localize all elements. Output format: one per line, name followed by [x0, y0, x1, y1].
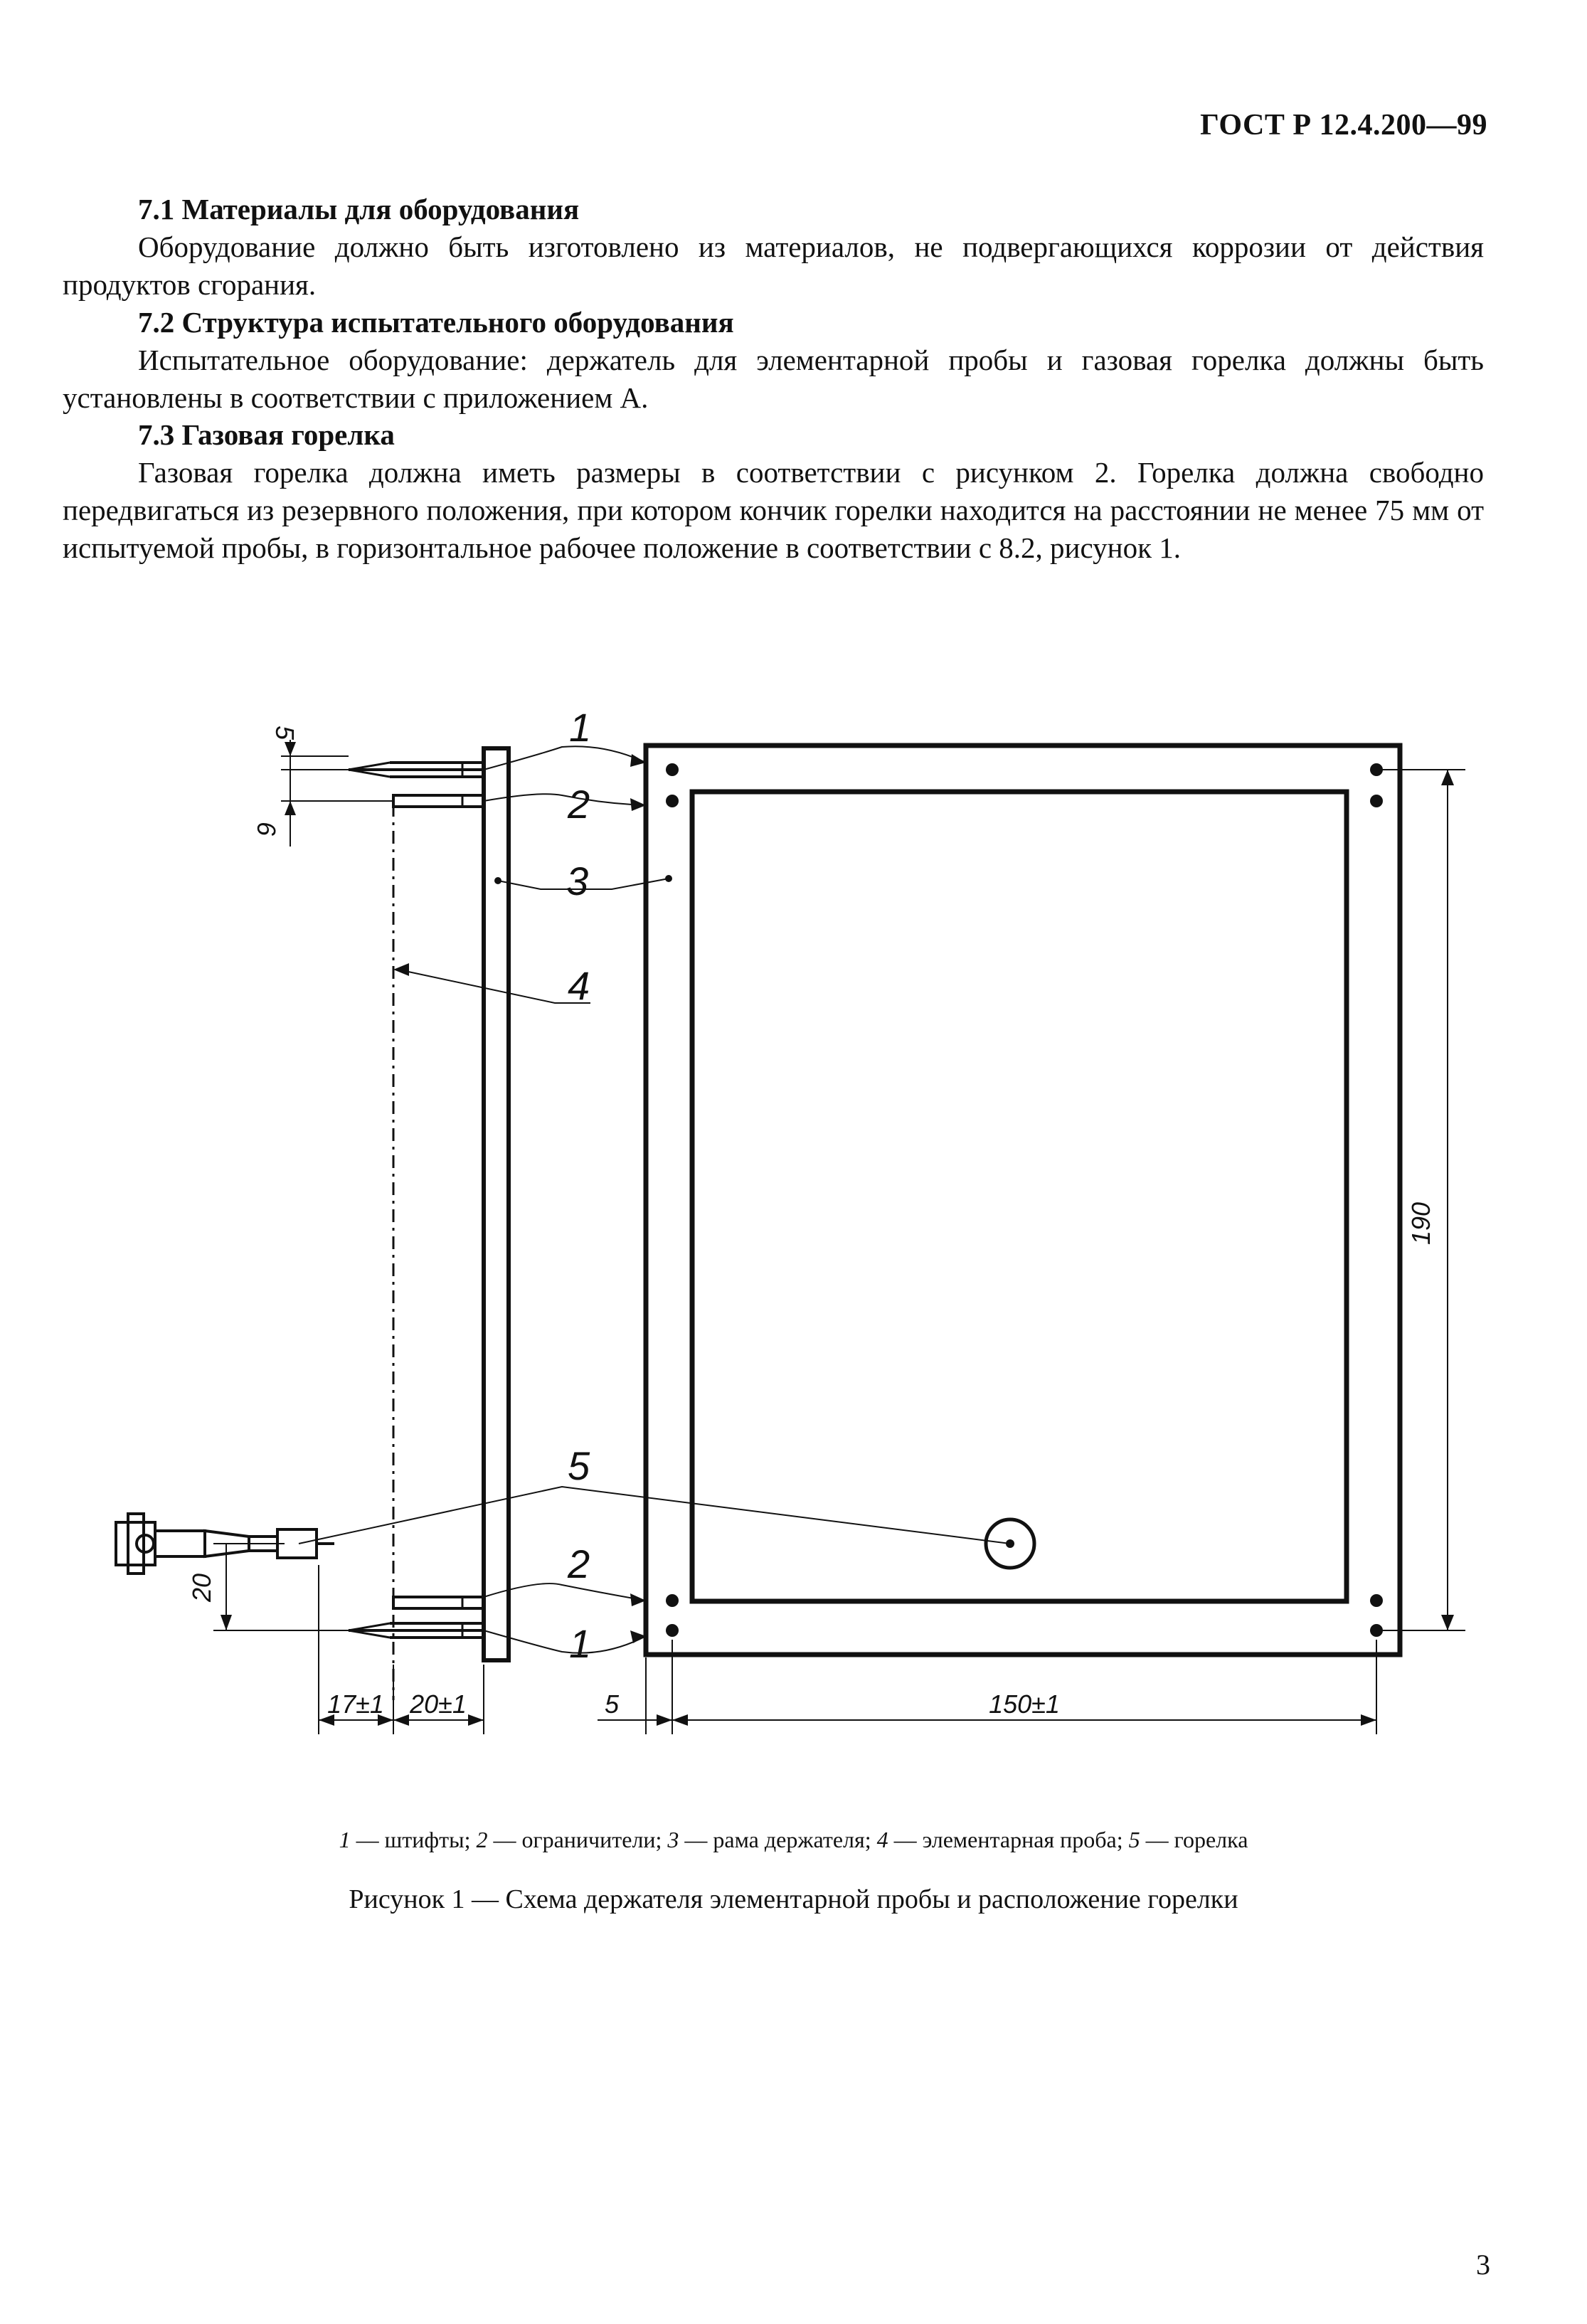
section-body: Испытательное оборудование: держатель для элементарной пробы и газовая горелка должны быть установлены в соответствии с приложением А.: [63, 344, 1484, 414]
legend-num: 4: [876, 1827, 888, 1852]
dim-top-offset: 5: [270, 726, 299, 741]
figure-1-drawing: [0, 683, 1587, 1736]
legend-text: — элементарная проба;: [888, 1827, 1129, 1852]
section-7-3: [63, 416, 1484, 567]
legend-num: 2: [476, 1827, 488, 1852]
callout-2-top: 2: [568, 782, 590, 827]
dim-burner-offset: 20: [187, 1573, 216, 1603]
section-heading: 7.1 Материалы для оборудования: [138, 193, 580, 225]
section-heading: 7.3 Газовая горелка: [138, 418, 395, 451]
page-number: 3: [1476, 2249, 1490, 2281]
dim-left-gap-2: 20±1: [410, 1689, 467, 1719]
figure-caption: Рисунок 1 — Схема держателя элементарной пробы и расположение горелки: [349, 1884, 1238, 1914]
callout-2-bottom: 2: [568, 1542, 590, 1586]
holder-frame-inner: [692, 792, 1347, 1601]
figure-legend: [0, 1827, 1587, 1853]
section-body: Оборудование должно быть изготовлено из материалов, не подвергающихся коррозии от действия продуктов сгорания.: [63, 230, 1484, 301]
document-header: ГОСТ Р 12.4.200—99: [1200, 109, 1487, 142]
callout-4: 4: [568, 963, 590, 1008]
legend-num: 3: [667, 1827, 679, 1852]
legend-text: — рама держателя;: [679, 1827, 877, 1852]
callout-5: 5: [568, 1443, 590, 1488]
callout-1-top: 1: [569, 705, 592, 750]
legend-num: 5: [1128, 1827, 1140, 1852]
legend-text: — ограничители;: [487, 1827, 668, 1852]
dim-left-gap-1: 17±1: [327, 1689, 384, 1719]
dim-width: 150±1: [989, 1689, 1060, 1719]
section-7-1: [63, 191, 1484, 304]
legend-text: — штифты;: [350, 1827, 477, 1852]
dim-frame-edge: 5: [604, 1689, 620, 1719]
holder-frame-outer: [646, 746, 1400, 1655]
dim-pin-gap: 6: [252, 822, 281, 837]
legend-num: 1: [339, 1827, 351, 1852]
legend-text: — горелка: [1140, 1827, 1248, 1852]
section-heading: 7.2 Структура испытательного оборудования: [138, 306, 734, 339]
side-rail: [484, 748, 509, 1660]
section-body: Газовая горелка должна иметь размеры в соответствии с рисунком 2. Горелка должна свободно передвигаться из резервного положения, при котором кончик горелки находится на расстоянии не менее 75 мм от испытуемой пробы, в горизонтальное рабочее положение в соответствии с 8.2, рисунок 1.: [63, 456, 1484, 564]
section-7-2: [63, 304, 1484, 417]
callout-1-bottom: 1: [569, 1621, 592, 1666]
dim-height: 190: [1406, 1201, 1435, 1246]
callout-3: 3: [566, 859, 589, 903]
